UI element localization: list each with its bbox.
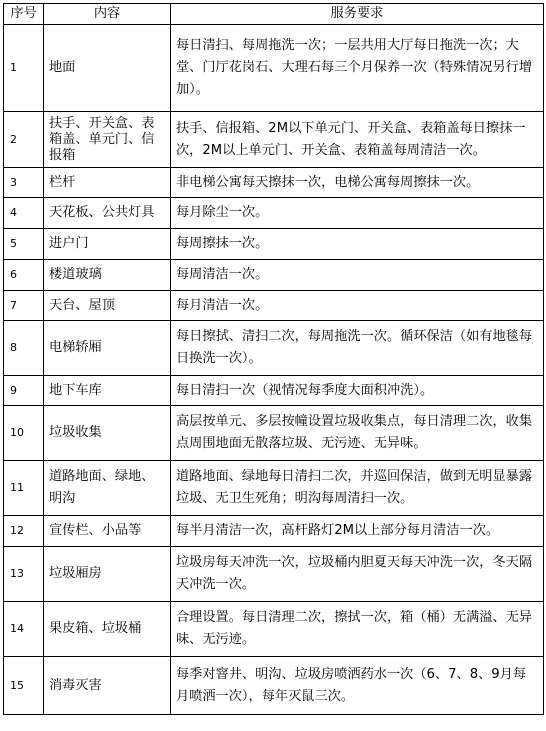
row-requirement: 每周清洁一次。 [171, 260, 544, 291]
table-row [4, 657, 544, 715]
row-number: 11 [4, 461, 44, 516]
row-number: 1 [4, 25, 44, 112]
table-row [4, 229, 544, 260]
row-requirement: 每月除尘一次。 [171, 198, 544, 229]
table-row [4, 602, 544, 657]
service-requirements-table [3, 3, 544, 715]
row-item: 天台、屋顶 [44, 291, 171, 321]
row-item: 垃圾收集 [44, 406, 171, 461]
table-row [4, 376, 544, 406]
row-number: 3 [4, 168, 44, 198]
row-number: 9 [4, 376, 44, 406]
row-requirement: 道路地面、绿地每日清扫二次，并巡回保洁，做到无明显暴露垃圾、无卫生死角；明沟每周清扫一次。 [171, 461, 544, 516]
row-item: 天花板、公共灯具 [44, 198, 171, 229]
table-row [4, 321, 544, 376]
header-requirements: 服务要求 [171, 4, 544, 25]
row-requirement: 合理设置。每日清理二次，擦拭一次，箱（桶）无满溢、无异味、无污迹。 [171, 602, 544, 657]
row-number: 7 [4, 291, 44, 321]
row-number: 12 [4, 516, 44, 547]
row-number: 8 [4, 321, 44, 376]
row-item: 宣传栏、小品等 [44, 516, 171, 547]
row-requirement: 每日清扫、每周拖洗一次；一层共用大厅每日拖洗一次；大堂、门厅花岗石、大理石每三个月保养一次（特殊情况另行增加）。 [171, 25, 544, 112]
row-requirement: 扶手、信报箱、2M以下单元门、开关盒、表箱盖每日擦抹一次，2M以上单元门、开关盒、表箱盖每周清洁一次。 [171, 112, 544, 168]
row-item: 果皮箱、垃圾桶 [44, 602, 171, 657]
row-number: 13 [4, 547, 44, 602]
row-item: 扶手、开关盒、表箱盖、单元门、信报箱 [44, 112, 171, 168]
row-number: 4 [4, 198, 44, 229]
row-requirement: 垃圾房每天冲洗一次，垃圾桶内胆夏天每天冲洗一次，冬天隔天冲洗一次。 [171, 547, 544, 602]
row-item: 消毒灭害 [44, 657, 171, 715]
row-number: 10 [4, 406, 44, 461]
row-requirement: 每日擦拭、清扫二次，每周拖洗一次。循环保洁（如有地毯每日换洗一次）。 [171, 321, 544, 376]
row-item: 电梯轿厢 [44, 321, 171, 376]
row-number: 5 [4, 229, 44, 260]
row-requirement: 每周擦抹一次。 [171, 229, 544, 260]
table-row [4, 25, 544, 112]
row-item: 道路地面、绿地、明沟 [44, 461, 171, 516]
row-requirement: 非电梯公寓每天擦抹一次，电梯公寓每周擦抹一次。 [171, 168, 544, 198]
row-requirement: 高层按单元、多层按幢设置垃圾收集点，每日清理二次，收集点周围地面无散落垃圾、无污迹、无异味。 [171, 406, 544, 461]
row-number: 2 [4, 112, 44, 168]
header-content: 内容 [44, 4, 171, 25]
table-row [4, 406, 544, 461]
row-number: 15 [4, 657, 44, 715]
row-number: 14 [4, 602, 44, 657]
row-requirement: 每月清洁一次。 [171, 291, 544, 321]
row-item: 栏杆 [44, 168, 171, 198]
row-requirement: 每半月清洁一次，高杆路灯2M以上部分每月清洁一次。 [171, 516, 544, 547]
header-number: 序号 [4, 4, 44, 25]
table-row [4, 168, 544, 198]
table-row [4, 112, 544, 168]
table-header-row [4, 4, 544, 25]
row-item: 地面 [44, 25, 171, 112]
row-item: 楼道玻璃 [44, 260, 171, 291]
table-row [4, 291, 544, 321]
row-item: 进户门 [44, 229, 171, 260]
table-row [4, 516, 544, 547]
row-item: 地下车库 [44, 376, 171, 406]
table-row [4, 547, 544, 602]
row-requirement: 每日清扫一次（视情况每季度大面积冲洗）。 [171, 376, 544, 406]
table-row [4, 198, 544, 229]
row-item: 垃圾厢房 [44, 547, 171, 602]
table-row [4, 461, 544, 516]
row-number: 6 [4, 260, 44, 291]
table-row [4, 260, 544, 291]
row-requirement: 每季对窨井、明沟、垃圾房喷洒药水一次（6、7、8、9月每月喷洒一次），每年灭鼠三次。 [171, 657, 544, 715]
